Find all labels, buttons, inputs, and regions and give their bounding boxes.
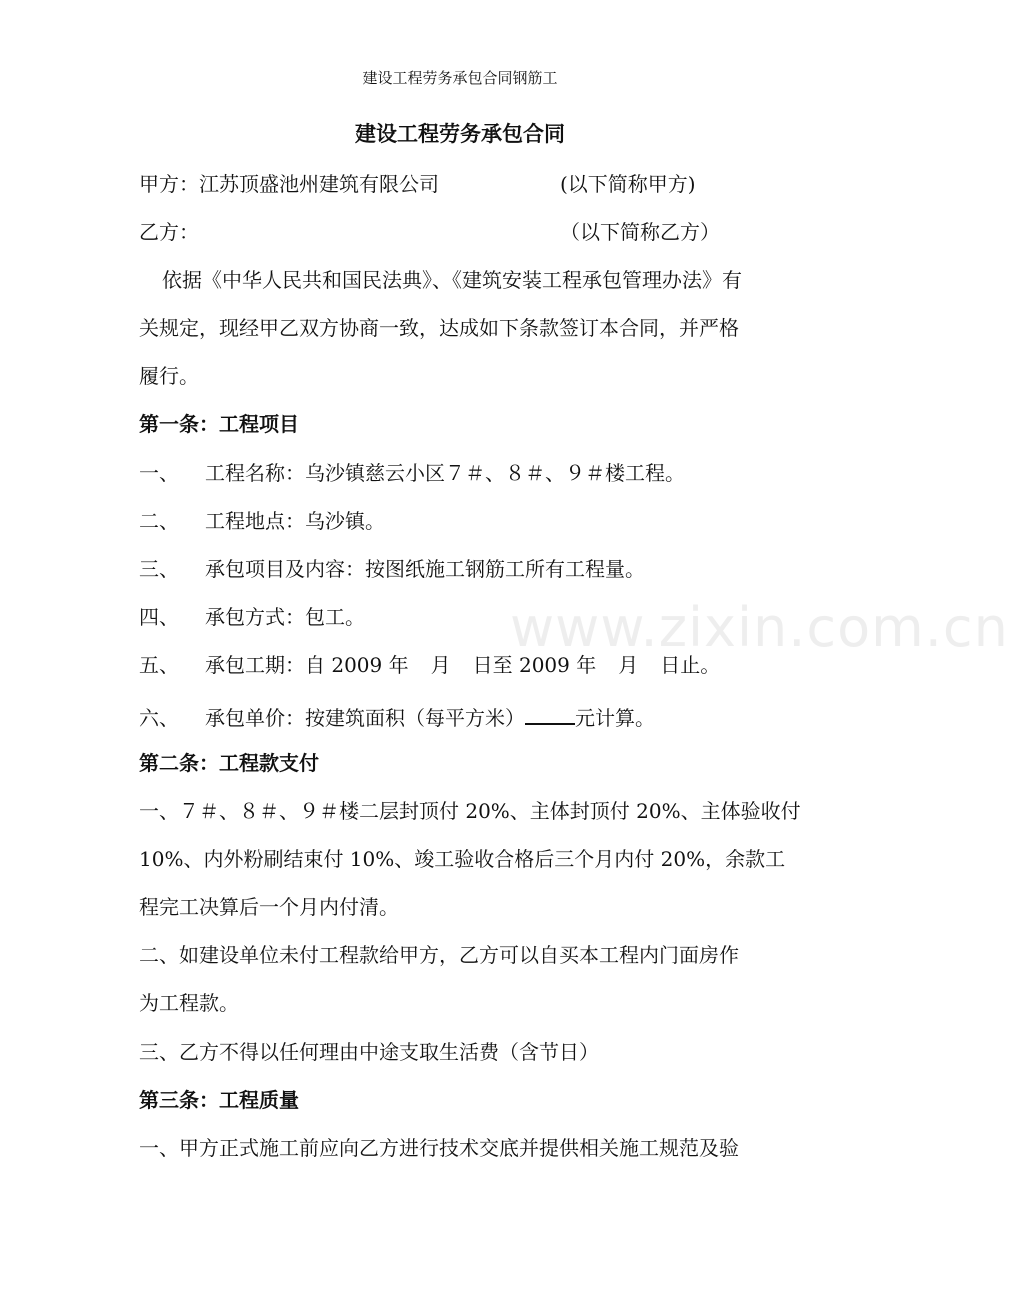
item-number: 六、	[139, 706, 179, 730]
article-3-line-1: 一、甲方正式施工前应向乙方进行技术交底并提供相关施工规范及验	[139, 1136, 739, 1160]
article-2-line-4: 二、如建设单位未付工程款给甲方，乙方可以自买本工程内门面房作	[139, 943, 739, 967]
item-text: 工程地点：乌沙镇。	[205, 509, 385, 533]
article-1-item-4	[139, 605, 365, 629]
article-1-item-1	[139, 461, 685, 485]
item-text: 承包方式：包工。	[205, 605, 365, 629]
article-1-heading: 第一条：工程项目	[139, 412, 299, 436]
intro-line-3: 履行。	[139, 364, 199, 388]
article-2-line-3: 程完工决算后一个月内付清。	[139, 895, 399, 919]
item-text: 月	[618, 653, 639, 677]
item-number: 三、	[139, 557, 179, 581]
item-number: 四、	[139, 605, 179, 629]
item-text: 日止。	[660, 653, 721, 677]
intro-line-1: 依据《中华人民共和国民法典》、《建筑安装工程承包管理办法》有	[162, 268, 742, 292]
article-2-line-5: 为工程款。	[139, 991, 239, 1015]
item-text: 承包项目及内容：按图纸施工钢筋工所有工程量。	[205, 557, 645, 581]
item-number: 五、	[139, 653, 179, 677]
party-a-note: (以下简称甲方)	[560, 172, 696, 196]
document-title: 建设工程劳务承包合同	[355, 121, 565, 146]
party-a-label: 甲方：江苏顶盛池州建筑有限公司	[139, 172, 439, 196]
item-text: 承包单价：按建筑面积（每平方米）	[205, 706, 525, 730]
article-1-item-3	[139, 557, 645, 581]
article-1-item-6	[139, 703, 655, 730]
intro-line-2: 关规定，现经甲乙双方协商一致，达成如下条款签订本合同，并严格	[139, 316, 739, 340]
article-1-item-2	[139, 509, 385, 533]
article-2-line-2: 10%、内外粉刷结束付 10%、竣工验收合格后三个月内付 20%，余款工	[139, 847, 786, 871]
price-blank	[525, 703, 575, 725]
party-b-note: （以下简称乙方）	[560, 220, 720, 244]
article-2-line-6: 三、乙方不得以任何理由中途支取生活费（含节日）	[139, 1040, 599, 1064]
party-b-label: 乙方：	[139, 220, 199, 244]
item-text: 承包工期：自 2009 年	[205, 653, 409, 677]
item-text: 日至 2009 年	[472, 653, 597, 677]
article-2-line-1: 一、７＃、８＃、９＃楼二层封顶付 20%、主体封顶付 20%、主体验收付	[139, 799, 801, 823]
article-2-heading: 第二条：工程款支付	[139, 751, 319, 775]
item-number: 二、	[139, 509, 179, 533]
item-text: 元计算。	[575, 706, 655, 730]
page-header: 建设工程劳务承包合同钢筋工	[362, 69, 558, 87]
item-text: 工程名称：乌沙镇慈云小区７＃、８＃、９＃楼工程。	[205, 461, 685, 485]
item-text: 月	[430, 653, 451, 677]
item-number: 一、	[139, 461, 179, 485]
article-3-heading: 第三条：工程质量	[139, 1088, 299, 1112]
watermark: www.zixin.com.cn	[510, 596, 1009, 659]
